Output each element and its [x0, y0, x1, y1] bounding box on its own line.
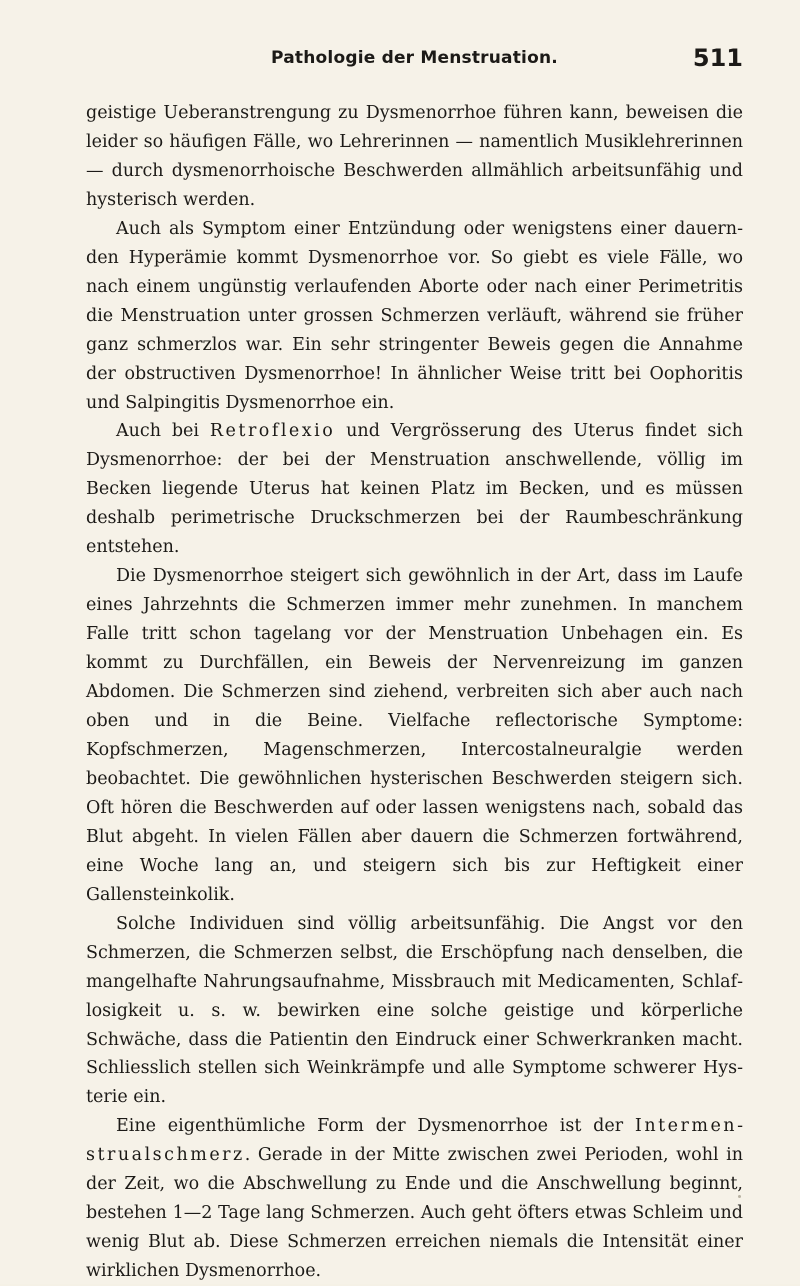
paper-speck	[738, 1195, 741, 1198]
paragraph-retroflexio-lead: Auch bei	[116, 421, 210, 442]
paragraph-progression: Die Dysmenorrhoe steigert sich gewöhnlich in der Art, dass im Laufe eines Jahrzehnts die Schmerzen immer mehr zunehmen. In manchem Falle tritt schon tagelang vor der Menstruation Unbehagen ein. Es kommt zu Durchfällen, ein Beweis der Nervenreizung im ganzen Abdomen. Die Schmerzen sind ziehend, verbreiten sich aber auch nach oben und in die Beine. Vielfache reflectorische Symptome: Kopfschmerzen, Magenschmerzen, Intercostalneuralgie werden beobachtet. Die gewöhnlichen hysterischen Beschwerden steigern sich. Oft hören die Beschwerden auf oder lassen wenigstens nach, sobald das Blut abgeht. In vielen Fällen aber dauern die Schmerzen fortwährend, eine Woche lang an, und steigern sich bis zur Heftigkeit einer Gallensteinkolik.	[86, 566, 743, 905]
paragraph-intermenstrual-lead: Eine eigenthümliche Form der Dysmenorrhoe ist der	[116, 1116, 635, 1137]
paragraph-intermenstrual	[86, 1112, 743, 1286]
running-title: Pathologie der Menstruation.	[271, 48, 558, 68]
paragraph-inflammation: Auch als Symptom einer Entzündung oder wenigstens einer dauernden Hyperämie kommt Dysmenorrhoe vor. So giebt es viele Fälle, wo nach einem ungünstig verlaufenden Aborte oder nach einer Perimetritis die Menstruation unter grossen Schmerzen verläuft, während sie früher ganz schmerzlos war. Ein sehr stringenter Beweis gegen die Annahme der obstructiven Dysmenorrhoe! In ähnlicher Weise tritt bei Oophoritis und Salpingitis Dysmenorrhoe ein.	[86, 218, 743, 413]
paragraph-intermenstrual-rest: . Gerade in der Mitte zwischen zwei Perioden, wohl in der Zeit, wo die Abschwellung zu Ende und die Anschwellung beginnt, bestehen 1—2 Tage lang Schmerzen. Auch geht öfters etwas Schleim und wenig Blut ab. Diese Schmerzen erreichen niemals die Intensität einer wirklichen Dysmenorrhoe.	[86, 1145, 743, 1282]
paragraph-continuation: geistige Ueberanstrengung zu Dysmenorrhoe führen kann, beweisen die leider so häufigen Fälle, wo Lehrerinnen — namentlich Musiklehrerinnen — durch dysmenorrhoische Beschwerden allmählich arbeitsunfähig und hysterisch werden.	[86, 103, 743, 210]
body-text	[86, 99, 743, 1286]
paragraph-incapacity: Solche Individuen sind völlig arbeitsunfähig. Die Angst vor den Schmerzen, die Schmerzen selbst, die Erschöpfung nach denselben, die mangelhafte Nahrungsaufnahme, Missbrauch mit Medicamenten, Schlaflosigkeit u. s. w. bewirken eine solche geistige und körperliche Schwäche, dass die Patientin den Eindruck einer Schwerkranken macht. Schliesslich stellen sich Weinkrämpfe und alle Symptome schwerer Hysterie ein.	[86, 913, 743, 1108]
paragraph-retroflexio-rest: und Vergrösserung des Uterus findet sich Dysmenorrhoe: der bei der Menstruation anschwellende, völlig im Becken liegende Uterus hat keinen Platz im Becken, und es müssen deshalb perimetrische Druckschmerzen bei der Raumbeschränkung entstehen.	[86, 421, 743, 558]
paragraph-retroflexio	[86, 417, 743, 562]
page-number: 511	[692, 44, 743, 72]
term-retroflexio: Retroflexio	[209, 421, 336, 442]
page-header	[86, 44, 743, 84]
term-intermenstrualschmerz: Intermenstrualschmerz	[86, 1116, 743, 1166]
